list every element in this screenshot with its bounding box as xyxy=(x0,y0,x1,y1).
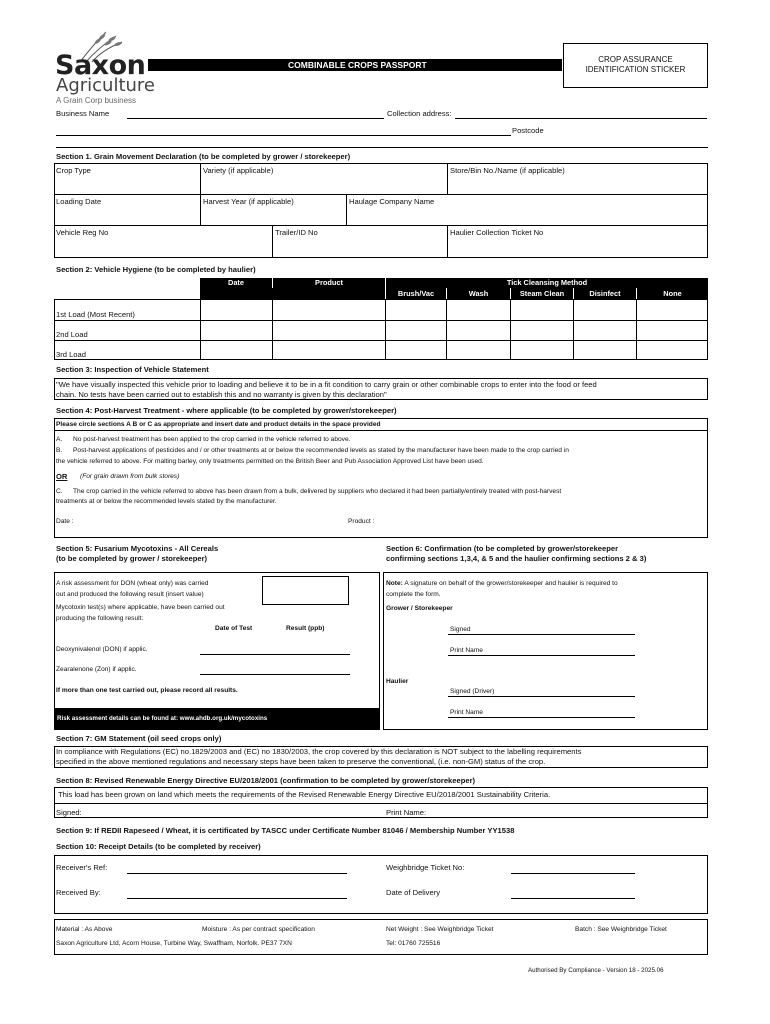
load-row-1: 1st Load (Most Recent) xyxy=(56,310,135,319)
received-by-label: Received By: xyxy=(56,888,101,897)
option-b-letter[interactable]: B. xyxy=(56,447,63,454)
treatment-product-field[interactable]: Product : xyxy=(348,518,375,525)
note-label: Note: xyxy=(386,580,403,587)
risk-assessment-link[interactable]: Risk assessment details can be found at: www.ahdb.org.uk/mycotoxins xyxy=(54,708,380,730)
grower-signed-line[interactable] xyxy=(448,634,635,635)
logo-agriculture: Agriculture xyxy=(56,75,155,96)
section3-line2: chain. No tests have been carried out to establish this and no warranty is given by this declaration" xyxy=(56,390,387,399)
driver-print-name-line[interactable] xyxy=(448,717,635,718)
receiver-ref-label: Receiver's Ref: xyxy=(56,863,108,872)
vehicle-reg-field[interactable]: Vehicle Reg No xyxy=(56,228,109,237)
section7-title: Section 7: GM Statement (oil seed crops only) xyxy=(56,734,222,743)
sticker-line1: CROP ASSURANCE xyxy=(598,55,673,64)
harvest-year-field[interactable]: Harvest Year (if applicable) xyxy=(203,197,294,206)
footer-box xyxy=(54,919,708,955)
zon-result-line[interactable] xyxy=(200,674,350,675)
logo-saxon: Saxon xyxy=(55,50,146,81)
receiver-ref-line[interactable] xyxy=(127,873,347,874)
date-of-delivery-label: Date of Delivery xyxy=(386,888,441,897)
driver-signed-label: Signed (Driver) xyxy=(450,688,495,695)
section3-line1: "We have visually inspected this vehicle prior to loading and believe it to be in a fit condition to carry grain or other combinable crops to enter into the food or feed xyxy=(56,380,597,389)
trailer-id-field[interactable]: Trailer/ID No xyxy=(275,228,318,237)
zon-label: Zearalenone (Zon) if applic. xyxy=(56,666,137,673)
don-risk-value-input[interactable] xyxy=(262,576,349,605)
or-note: (For grain drawn from bulk stores) xyxy=(80,473,180,480)
hygiene-table xyxy=(54,299,708,360)
section9-title: Section 9: If REDII Rapeseed / Wheat, it is certificated by TASCC under Certificate Number 81046 / Membership Number YY1538 xyxy=(56,826,515,835)
mycotoxin-line1: Mycotoxin test(s) where applicable, have been carried out xyxy=(56,604,225,611)
section2-title: Section 2: Vehicle Hygiene (to be completed by haulier) xyxy=(56,265,256,274)
driver-print-name-label: Print Name xyxy=(450,709,483,716)
grower-signed-label: Signed xyxy=(450,626,471,633)
don-label: Deoxynivalenol (DON) if applic. xyxy=(56,646,148,653)
section5-title2: (to be completed by grower / storekeeper) xyxy=(56,554,208,563)
haulier-label: Haulier xyxy=(386,678,409,685)
grower-storekeeper-label: Grower / Storekeeper xyxy=(386,605,453,612)
collection-address-line[interactable] xyxy=(455,118,707,119)
postcode-label: Postcode xyxy=(512,126,544,135)
section6-title2: confirming sections 1,3,4, & 5 and the haulier confirming sections 2 & 3) xyxy=(386,554,647,563)
load-row-3: 3rd Load xyxy=(56,350,86,359)
note-text1: A signature on behalf of the grower/storekeeper and haulier is required to xyxy=(402,580,618,587)
page-title: COMBINABLE CROPS PASSPORT xyxy=(148,59,562,71)
col-product-header: Product xyxy=(273,278,385,288)
section6-title1: Section 6: Confirmation (to be completed by grower/storekeeper xyxy=(386,544,619,553)
option-b-text2: the vehicle referred to above. For malting barley, only treatments permitted on the British Beer and Pub Association Approved List have been used. xyxy=(56,458,484,465)
logo-tagline: A Grain Corp business xyxy=(56,96,137,105)
section6-note xyxy=(386,580,618,587)
risk-assessment-line2: out and produced the following result (insert value) xyxy=(56,591,204,598)
grower-print-name-label: Print Name xyxy=(450,647,483,654)
sticker-line2: IDENTIFICATION STICKER xyxy=(585,65,686,74)
section7-line2: specified in the above mentioned regulations and necessary steps have been taken to preserve the conventional, (i.e. non-GM) status of the crop. xyxy=(56,757,546,766)
more-than-one-note: If more than one test carried out, please record all results. xyxy=(56,687,238,694)
section8-text: This load has been grown on land which meets the requirements of the Revised Renewable Energy Directive EU/2018/2001 Sustainability Criteria. xyxy=(58,790,551,799)
footer-material: Material : As Above xyxy=(56,926,113,933)
col-date-header: Date xyxy=(200,278,272,288)
option-c-text1: The crop carried in the vehicle referred to above has been drawn from a bulk, delivered by suppliers who declared it had been partially/entirely treated with post-harvest xyxy=(73,488,562,495)
method-wash: Wash xyxy=(447,288,510,299)
section8-print-name-field[interactable]: Print Name: xyxy=(386,808,427,817)
store-bin-field[interactable]: Store/Bin No./Name (if applicable) xyxy=(450,166,565,175)
date-of-delivery-line[interactable] xyxy=(511,898,635,899)
option-b-text1: Post-harvest applications of pesticides and / or other treatments at or below the recommended levels as stated by the manufacturer have been made to the crop carried in xyxy=(73,447,569,454)
footer-net-weight: Net Weight : See Weighbridge Ticket xyxy=(386,926,494,933)
weighbridge-ticket-label: Weighbridge Ticket No: xyxy=(386,863,465,872)
method-steam-clean: Steam Clean xyxy=(511,288,573,299)
address-line-2[interactable] xyxy=(56,135,511,136)
footer-address: Saxon Agriculture Ltd, Acorn House, Turbine Way, Swaffham, Norfolk. PE37 7XN xyxy=(56,940,292,947)
crop-type-field[interactable]: Crop Type xyxy=(56,166,91,175)
business-name-line[interactable] xyxy=(127,118,384,119)
or-label: OR xyxy=(56,472,68,481)
section5-title1: Section 5: Fusarium Mycotoxins - All Cereals xyxy=(56,544,219,553)
grower-print-name-line[interactable] xyxy=(448,655,635,656)
section1-title: Section 1. Grain Movement Declaration (to be completed by grower / storekeeper) xyxy=(56,152,351,161)
section4-instruction: Please circle sections A B or C as appropriate and insert date and product details in the space provided xyxy=(56,421,381,428)
method-brushvac: Brush/Vac xyxy=(386,288,446,299)
mycotoxin-line2: producing the following result: xyxy=(56,615,144,622)
section10-title: Section 10: Receipt Details (to be completed by receiver) xyxy=(56,842,261,851)
loading-date-field[interactable]: Loading Date xyxy=(56,197,102,206)
received-by-line[interactable] xyxy=(127,898,347,899)
postcode-line[interactable] xyxy=(56,147,708,148)
method-disinfect: Disinfect xyxy=(574,288,636,299)
date-of-test-header: Date of Test xyxy=(215,625,253,632)
collection-address-label: Collection address: xyxy=(387,109,452,118)
footer-moisture: Moisture : As per contract specification xyxy=(202,926,315,933)
haulage-company-field[interactable]: Haulage Company Name xyxy=(349,197,435,206)
weighbridge-ticket-line[interactable] xyxy=(511,873,635,874)
footer-tel: Tel: 01760 725516 xyxy=(386,940,441,947)
driver-signed-line[interactable] xyxy=(448,696,635,697)
don-result-line[interactable] xyxy=(200,654,350,655)
section3-title: Section 3: Inspection of Vehicle Statement xyxy=(56,365,209,374)
section8-signed-field[interactable]: Signed: xyxy=(56,808,82,817)
business-name-label: Business Name xyxy=(56,109,110,118)
haulier-ticket-field[interactable]: Haulier Collection Ticket No xyxy=(450,228,544,237)
section10-box xyxy=(54,855,708,914)
method-none: None xyxy=(637,288,708,299)
risk-assessment-line1: A risk assessment for DON (wheat only) was carried xyxy=(56,580,209,587)
option-a-letter[interactable]: A. xyxy=(56,436,63,443)
tick-cleansing-header: Tick Cleansing Method xyxy=(386,278,708,288)
treatment-date-field[interactable]: Date : xyxy=(56,518,74,525)
section1-table xyxy=(54,163,708,258)
option-c-letter[interactable]: C. xyxy=(56,488,63,495)
load-row-2: 2nd Load xyxy=(56,330,88,339)
section8-title: Section 8: Revised Renewable Energy Directive EU/2018/2001 (confirmation to be completed by grower/storekeeper) xyxy=(56,776,476,785)
option-c-text2: treatments at or below the recommended levels stated by the manufacturer. xyxy=(56,498,277,505)
footer-authorised: Authorised By Compliance - Version 18 - 2025.06 xyxy=(528,967,664,974)
result-ppb-header: Result (ppb) xyxy=(286,625,325,632)
section4-title: Section 4: Post-Harvest Treatment - where applicable (to be completed by grower/storekeeper) xyxy=(56,406,397,415)
note-text2: complete the form. xyxy=(386,591,441,598)
footer-batch: Batch : See Weighbridge Ticket xyxy=(575,926,667,933)
section7-line1: In compliance with Regulations (EC) no.1829/2003 and (EC) no 1830/2003, the crop covered by this declaration is NOT subject to the labelling requirements xyxy=(56,747,582,756)
variety-field[interactable]: Variety (if applicable) xyxy=(203,166,274,175)
option-a-text: No post-harvest treatment has been applied to the crop carried in the vehicle referred to above. xyxy=(73,436,351,443)
